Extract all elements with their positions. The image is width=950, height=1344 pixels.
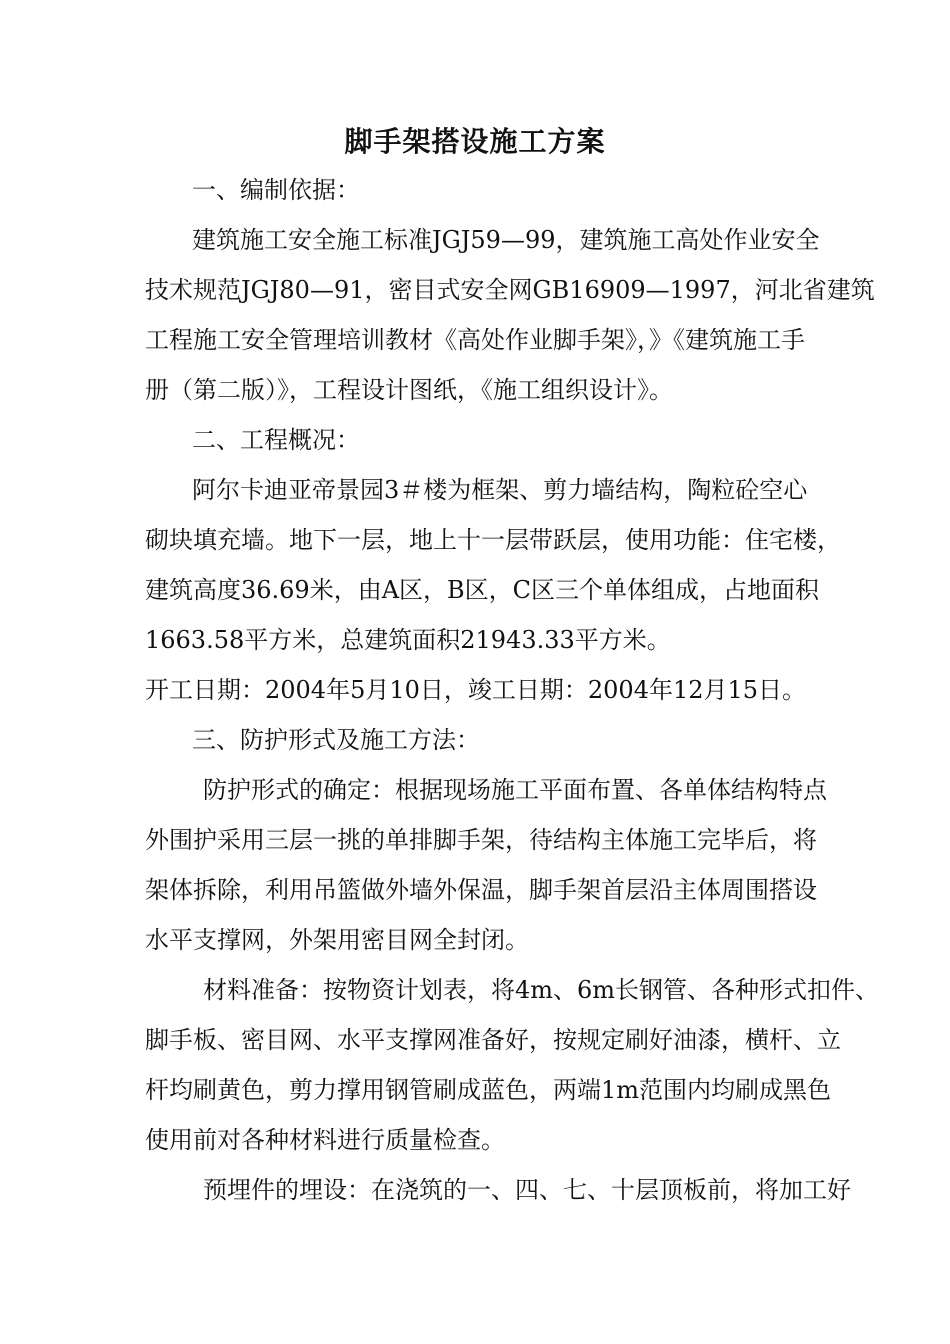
paragraph-line: 杆均刷黄色，剪力撑用钢管刷成蓝色，两端1m范围内均刷成黑色 [145, 1076, 832, 1104]
paragraph-line: 砌块填充墙。地下一层，地上十一层带跃层，使用功能：住宅楼， [145, 526, 841, 554]
section-heading-basis: 一、编制依据： [192, 176, 360, 204]
document-title: 脚手架搭设施工方案 [344, 125, 606, 158]
paragraph-line: 防护形式的确定：根据现场施工平面布置、各单体结构特点 [203, 776, 827, 804]
paragraph-line: 建筑高度36.69米，由A区，B区，C区三个单体组成，占地面积 [145, 576, 820, 604]
paragraph-line: 阿尔卡迪亚帝景园3＃楼为框架、剪力墙结构，陶粒砼空心 [192, 476, 808, 504]
paragraph-line: 使用前对各种材料进行质量检查。 [145, 1126, 505, 1154]
paragraph-line: 建筑施工安全施工标准JGJ59—99，建筑施工高处作业安全 [192, 226, 820, 254]
section-heading-overview: 二、工程概况： [192, 426, 360, 454]
paragraph-line: 架体拆除，利用吊篮做外墙外保温，脚手架首层沿主体周围搭设 [145, 876, 817, 904]
dates-line: 开工日期：2004年5月10日，竣工日期：2004年12月15日。 [145, 676, 807, 704]
paragraph-line: 册（第二版）》，工程设计图纸，《施工组织设计》。 [145, 376, 673, 404]
paragraph-line: 预埋件的埋设：在浇筑的一、四、七、十层顶板前，将加工好 [203, 1176, 851, 1204]
paragraph-line: 技术规范JGJ80—91，密目式安全网GB16909—1997，河北省建筑 [145, 276, 875, 304]
section-heading-methods: 三、防护形式及施工方法： [192, 726, 480, 754]
paragraph-line: 材料准备：按物资计划表，将4m、6m长钢管、各种形式扣件、 [203, 976, 880, 1004]
paragraph-line: 1663.58平方米，总建筑面积21943.33平方米。 [145, 626, 671, 654]
paragraph-line: 外围护采用三层一挑的单排脚手架，待结构主体施工完毕后，将 [145, 826, 817, 854]
paragraph-line: 水平支撑网，外架用密目网全封闭。 [145, 926, 529, 954]
paragraph-line: 工程施工安全管理培训教材《高处作业脚手架》，》《建筑施工手 [145, 326, 805, 354]
paragraph-line: 脚手板、密目网、水平支撑网准备好，按规定刷好油漆，横杆、立 [145, 1026, 841, 1054]
